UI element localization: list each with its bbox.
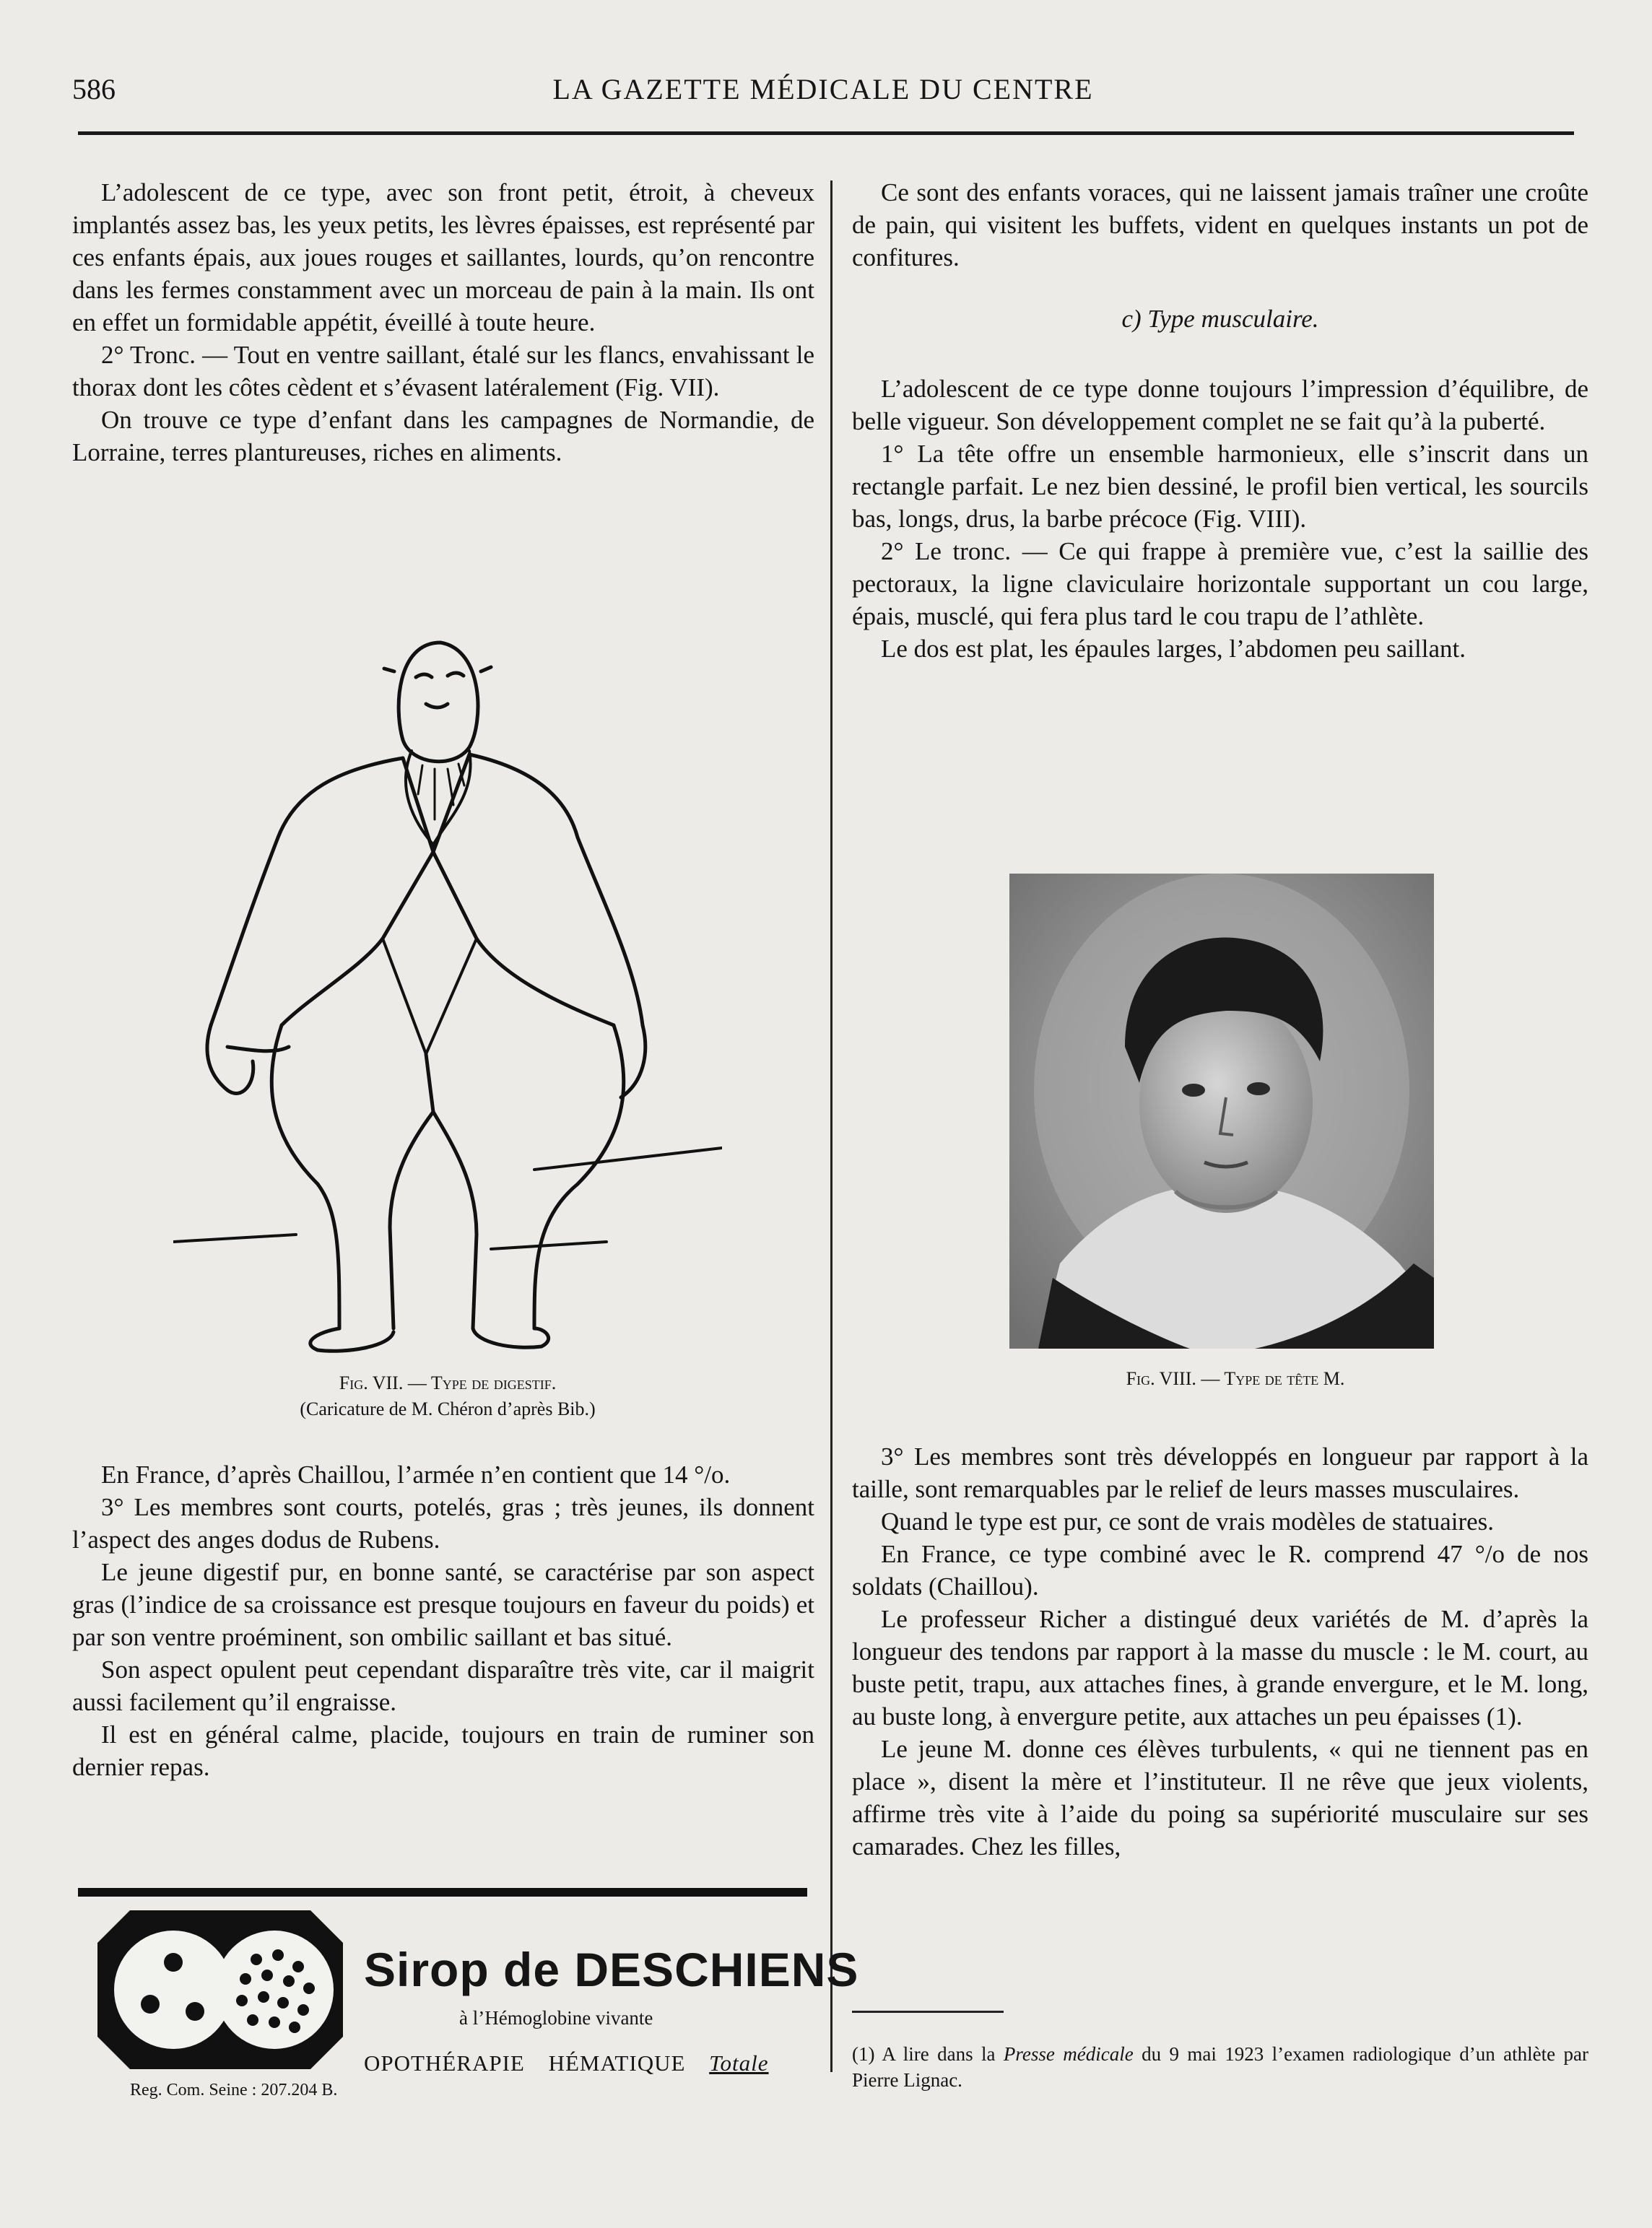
advertisement-word: OPOTHÉRAPIE [364,2050,525,2076]
paragraph: En France, ce type combiné avec le R. comprend 47 °/o de nos soldats (Chaillou). [852,1540,1588,1601]
right-column-top-text [852,176,1588,665]
page-number: 586 [72,73,116,105]
paragraph: Il est en général calme, placide, toujours en train de ruminer son dernier repas. [72,1720,814,1781]
paragraph: L’adolescent de ce type, avec son front petit, étroit, à cheveux implantés assez bas, les yeux petits, les lèvres épaisses, est représenté par ces enfants épais, aux joues rouges et saillantes, lourds, qu’on rencontre dans les fermes constamment avec un morceau de pain à la main. Ils ont en effet un formidable appétit, éveillé à toute heure. [72,178,814,336]
footnote-rule [852,2011,1004,2013]
section-heading: c) Type musculaire. [1121,305,1319,333]
paragraph: Son aspect opulent peut cependant disparaître très vite, car il maigrit aussi facilement qu’il engraisse. [72,1655,814,1716]
paragraph: 3° Les membres sont courts, potelés, gras ; très jeunes, ils donnent l’aspect des anges dodus de Rubens. [72,1493,814,1554]
paragraph: 1° La tête offre un ensemble harmonieux, elle s’inscrit dans un rectangle parfait. Le nez bien dessiné, le profil bien vertical, les sourcils bas, longs, drus, la barbe précoce (Fig. VIII). [852,440,1588,533]
advertisement-rule [78,1888,807,1897]
paragraph: Le professeur Richer a distingué deux variétés de M. d’après la longueur des tendons par rapport à la masse du muscle : le M. court, au buste petit, trapu, aux attaches fines, à grande envergure, et le M. long, au buste long, à envergure petite, aux attaches un peu épaisses (1). [852,1605,1588,1731]
advertisement-tagline: à l’Hémoglobine vivante [459,2007,653,2029]
footnote-text: du 9 mai 1923 l’examen radiologique d’un athlète par Pierre Lignac. [852,2043,1588,2091]
header-rule [78,131,1574,135]
deschiens-logo [94,1903,347,2076]
advertisement-word: HÉMATIQUE [548,2050,686,2076]
paragraph: On trouve ce type d’enfant dans les campagnes de Normandie, de Lorraine, terres plantureuses, riches en aliments. [72,406,814,466]
figure-vii-caption: Fig. VII. — Type de digestif. [339,1372,557,1393]
paragraph: 3° Les membres sont très développés en longueur par rapport à la taille, sont remarquables par le relief de leurs masses musculaires. [852,1442,1588,1503]
paragraph: 2° Le tronc. — Ce qui frappe à première vue, c’est la saillie des pectoraux, la ligne claviculaire horizontale supportant un cou large, épais, musclé, qui fera plus tard le cou trapu de l’athlète. [852,537,1588,630]
running-title: LA GAZETTE MÉDICALE DU CENTRE [552,73,1094,105]
paragraph: 2° Tronc. — Tout en ventre saillant, étalé sur les flancs, envahissant le thorax dont les côtes cèdent et s’évasent latéralement (Fig. VII). [72,341,814,401]
paragraph: Le jeune digestif pur, en bonne santé, se caractérise par son aspect gras (l’indice de sa croissance est presque toujours en faveur du poids) et par son ventre proéminent, son ombilic saillant et bas situé. [72,1558,814,1651]
advertisement-line [364,2050,769,2076]
column-divider [830,180,832,2072]
paragraph: Ce sont des enfants voraces, qui ne laissent jamais traîner une croûte de pain, qui visitent les buffets, vident en quelques instants un pot de confitures. [852,178,1588,271]
figure-viii-caption-block [1008,1366,1463,1392]
paragraph: En France, d’après Chaillou, l’armée n’en contient que 14 °/o. [101,1461,731,1489]
figure-vii-caption-block [144,1370,751,1422]
footnote-text: (1) A lire dans la [852,2043,1004,2065]
paragraph: Quand le type est pur, ce sont de vrais modèles de statuaires. [881,1507,1495,1536]
advertisement-word: Totale [709,2050,769,2076]
page-header [72,72,1574,116]
advertisement-registration: Reg. Com. Seine : 207.204 B. [130,2081,338,2099]
figure-vii-caricature [173,621,722,1357]
left-column-bottom-text [72,1458,814,1783]
paragraph: Le jeune M. donne ces élèves turbulents, « qui ne tiennent pas en place », disent la mère et l’instituteur. Il ne rêve que jeux violents, affirme très vite à l’aide du poing sa supériorité musculaire sur ses camarades. Chez les filles, [852,1735,1588,1861]
figure-viii-photo [1009,874,1434,1349]
footnote-journal: Presse médicale [1003,2043,1134,2065]
left-column-top-text [72,176,814,469]
paragraph: L’adolescent de ce type donne toujours l’impression d’équilibre, de belle vigueur. Son développement complet ne se fait qu’à la puberté. [852,375,1588,435]
footnote [852,2041,1588,2093]
paragraph: Le dos est plat, les épaules larges, l’abdomen peu saillant. [881,635,1466,663]
advertisement-brand: Sirop de DESCHIENS [364,1943,859,1996]
right-column-bottom-text [852,1440,1588,1863]
figure-viii-caption: Fig. VIII. — Type de tête M. [1126,1368,1345,1389]
figure-vii-credit: (Caricature de M. Chéron d’après Bib.) [300,1398,596,1419]
